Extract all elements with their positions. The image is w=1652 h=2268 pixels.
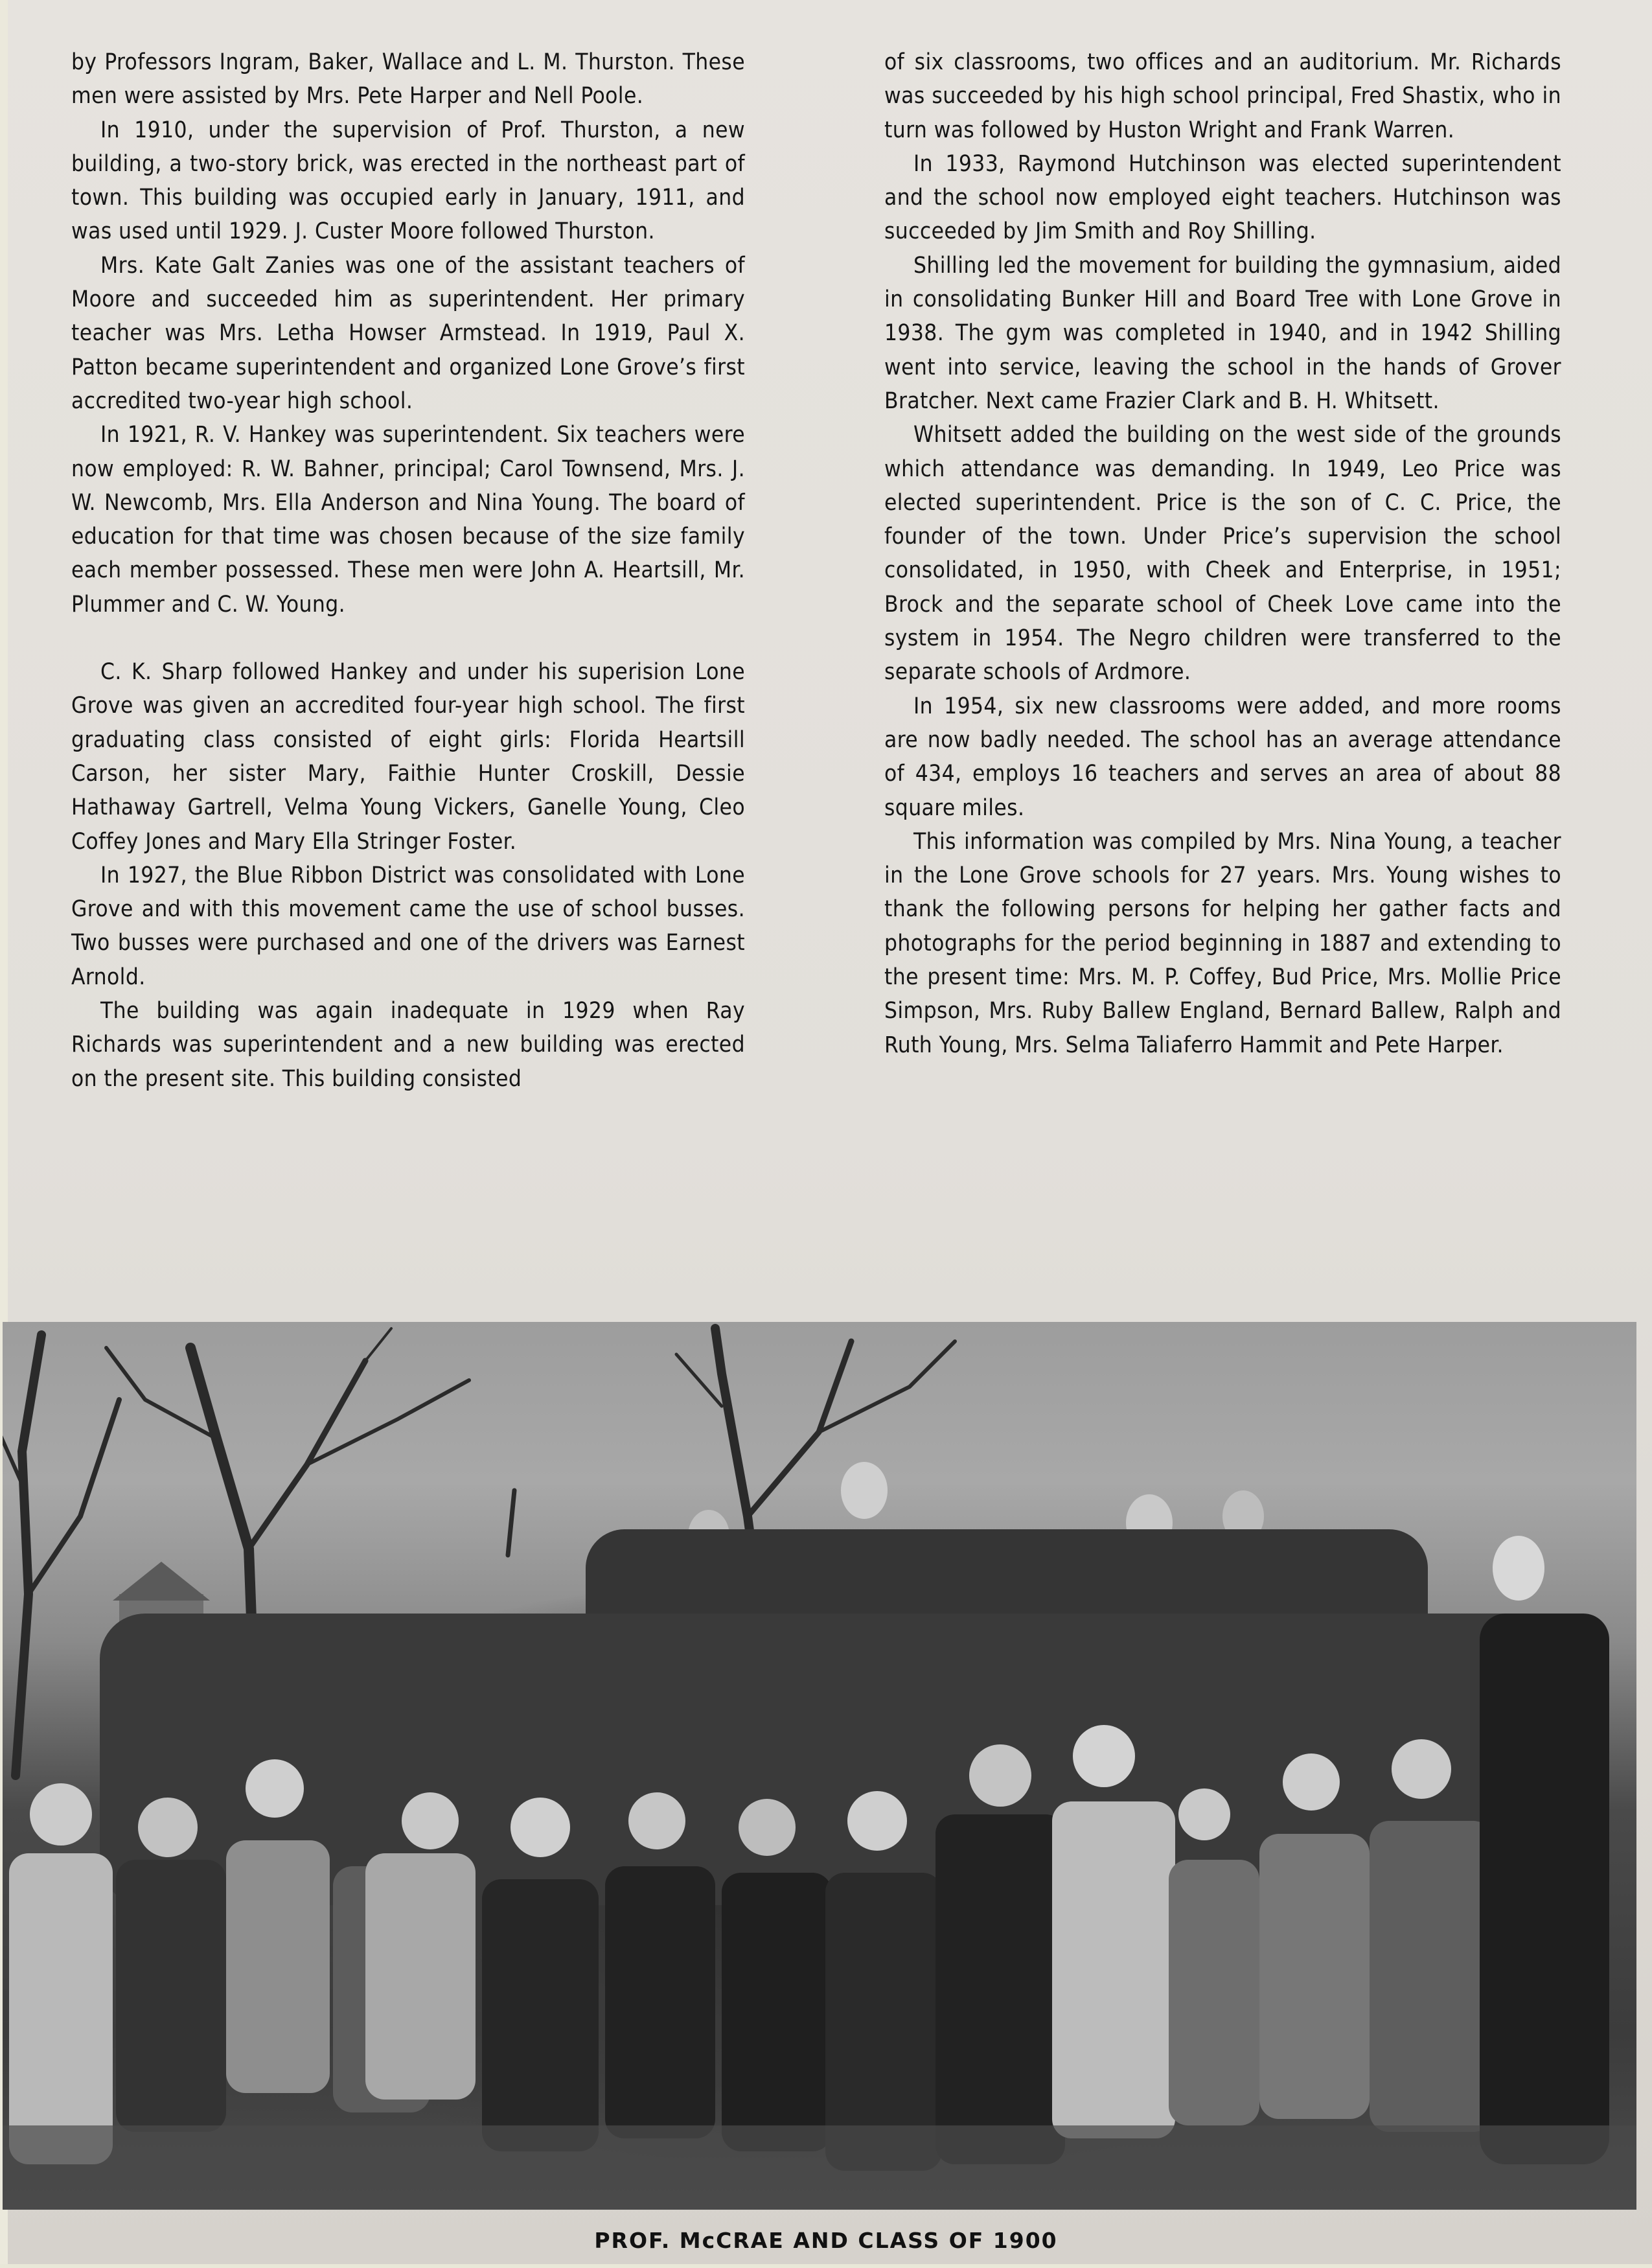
paragraph: C. K. Sharp followed Hankey and under his superision Lone Grove was given an accredited four-year high school. The first graduating class consisted of eight girls: Florida Heartsill Carson, her sister Mary, Faithie Hunter Croskill, Dessie Hathaway Gartrell, Velma Young Vickers, Ganelle Young, Cleo Coffey Jones and Mary Ella Stringer Foster. xyxy=(71,659,745,855)
right-text-column xyxy=(884,45,1561,1062)
paragraph: In 1927, the Blue Ribbon District was consolidated with Lone Grove and with this movement came the use of school busses. Two busses were purchased and one of the drivers was Earnest Arnold. xyxy=(71,862,745,990)
paragraph: In 1921, R. V. Hankey was superintendent. Six teachers were now employed: R. W. Bahner, principal; Carol Townsend, Mrs. J. W. Newcomb, Mrs. Ella Anderson and Nina Young. The board of education for that time was chosen because of the size family each member possessed. These men were John A. Heartsill, Mr. Plummer and C. W. Young. xyxy=(71,422,745,618)
paragraph: Whitsett added the building on the west side of the grounds which attendance was demanding. In 1949, Leo Price was elected superintendent. Price is the son of C. C. Price, the founder of the town. Under Price’s supervision the school consolidated, in 1950, with Cheek and Enterprise, in 1951; Brock and the separate school of Cheek Love came into the system in 1954. The Negro children were transferred to the separate schools of Ardmore. xyxy=(884,422,1561,686)
paragraph: In 1933, Raymond Hutchinson was elected superintendent and the school now employed eight teachers. Hutchinson was succeeded by Jim Smith and Roy Shilling. xyxy=(884,150,1561,245)
paragraph: The building was again inadequate in 1929 when Ray Richards was superintendent and a new building was erected on the present site. This building consisted xyxy=(71,998,745,1092)
paragraph: Mrs. Kate Galt Zanies was one of the assistant teachers of Moore and succeeded him as superintendent. Her primary teacher was Mrs. Letha Howser Armstead. In 1919, Paul X. Patton became superintendent and organized Lone Grove’s first accredited two-year high school. xyxy=(71,252,745,414)
page-bottom-edge xyxy=(0,2264,1652,2268)
paragraph-gap xyxy=(71,621,745,655)
paragraph: In 1954, six new classrooms were added, and more rooms are now badly needed. The school has an average attendance of 434, employs 16 teachers and serves an area of about 88 square miles. xyxy=(884,693,1561,821)
paragraph: by Professors Ingram, Baker, Wallace and L. M. Thurston. These men were assisted by Mrs. Pete Harper and Nell Poole. xyxy=(71,49,745,110)
paragraph: Shilling led the movement for building the gymnasium, aided in consolidating Bunker Hill and Board Tree with Lone Grove in 1938. The gym was completed in 1940, and in 1942 Shilling went into service, leaving the school in the hands of Grover Bratcher. Next came Frazier Clark and B. H. Whitsett. xyxy=(884,252,1561,414)
photo-illustration xyxy=(3,1322,1636,2210)
class-photograph xyxy=(3,1322,1636,2210)
paragraph: In 1910, under the supervision of Prof. Thurston, a new building, a two-story brick, was erected in the northeast part of town. This building was occupied early in January, 1911, and was used until 1929. J. Custer Moore followed Thurston. xyxy=(71,117,745,245)
left-text-column xyxy=(71,45,745,1096)
paragraph: This information was compiled by Mrs. Nina Young, a teacher in the Lone Grove schools for 27 years. Mrs. Young wishes to thank the following persons for helping her gather facts and photographs for the period beginning in 1887 and extending to the present time: Mrs. M. P. Coffey, Bud Price, Mrs. Mollie Price Simpson, Mrs. Ruby Ballew England, Bernard Ballew, Ralph and Ruth Young, Mrs. Selma Taliaferro Hammit and Pete Harper. xyxy=(884,828,1561,1058)
ground xyxy=(3,2125,1636,2210)
photo-caption: PROF. McCRAE AND CLASS OF 1900 xyxy=(594,2228,1058,2253)
paragraph: of six classrooms, two offices and an auditorium. Mr. Richards was succeeded by his high school principal, Fred Shastix, who in turn was followed by Huston Wright and Frank Warren. xyxy=(884,49,1561,143)
